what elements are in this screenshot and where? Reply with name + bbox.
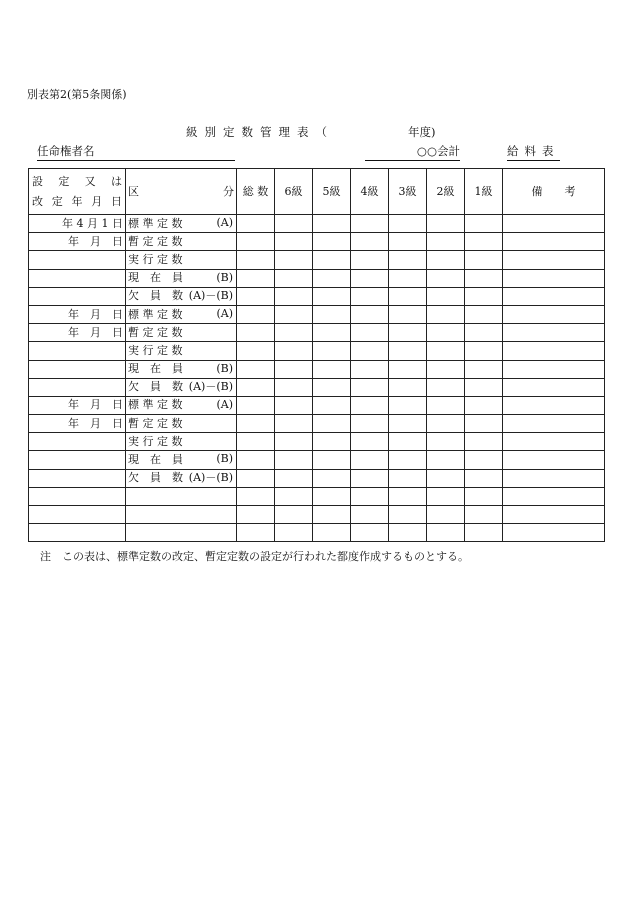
- cell-total[interactable]: [237, 378, 275, 396]
- account-label: ○○会計: [365, 143, 460, 161]
- cell-remarks[interactable]: [503, 324, 605, 342]
- table-row: [29, 506, 605, 524]
- cell-grade-5[interactable]: [313, 451, 351, 469]
- cell-grade-4[interactable]: [351, 415, 389, 433]
- cell-grade-1[interactable]: [465, 215, 503, 233]
- row-category-label: 欠 員 数: [128, 289, 183, 303]
- row-category-label: 実 行 定 数: [128, 434, 183, 448]
- cell-grade-3[interactable]: [389, 269, 427, 287]
- cell-grade-6[interactable]: [275, 324, 313, 342]
- cell-grade-3[interactable]: [389, 324, 427, 342]
- row-category-mark: (B): [216, 270, 233, 284]
- cell-grade-6[interactable]: [275, 215, 313, 233]
- cell-grade-5[interactable]: [313, 415, 351, 433]
- cell-grade-6[interactable]: [275, 524, 313, 542]
- table-row: [29, 324, 605, 342]
- header-grade-3: 3級: [389, 169, 427, 215]
- cell-grade-6[interactable]: [275, 342, 313, 360]
- cell-total[interactable]: [237, 506, 275, 524]
- cell-remarks[interactable]: [503, 506, 605, 524]
- cell-grade-3[interactable]: [389, 415, 427, 433]
- cell-grade-3[interactable]: [389, 215, 427, 233]
- cell-grade-6[interactable]: [275, 487, 313, 505]
- header-grade-4: 4級: [351, 169, 389, 215]
- cell-remarks[interactable]: [503, 233, 605, 251]
- cell-grade-2[interactable]: [427, 342, 465, 360]
- cell-grade-1[interactable]: [465, 469, 503, 487]
- cell-grade-6[interactable]: [275, 233, 313, 251]
- cell-remarks[interactable]: [503, 251, 605, 269]
- header-date-line2: 改定年月日: [32, 194, 122, 208]
- cell-remarks[interactable]: [503, 360, 605, 378]
- table-row: [29, 287, 605, 305]
- table-row: [29, 433, 605, 451]
- row-date: [29, 433, 126, 451]
- cell-grade-6[interactable]: [275, 305, 313, 323]
- row-category: [126, 378, 237, 396]
- cell-grade-4[interactable]: [351, 305, 389, 323]
- cell-remarks[interactable]: [503, 487, 605, 505]
- cell-grade-3[interactable]: [389, 451, 427, 469]
- cell-grade-5[interactable]: [313, 524, 351, 542]
- table-body: [29, 215, 605, 542]
- cell-grade-6[interactable]: [275, 360, 313, 378]
- cell-remarks[interactable]: [503, 269, 605, 287]
- cell-remarks[interactable]: [503, 215, 605, 233]
- grade-quota-table: [28, 168, 605, 542]
- cell-total[interactable]: [237, 233, 275, 251]
- row-date: 年 月 日: [29, 396, 126, 414]
- cell-grade-4[interactable]: [351, 251, 389, 269]
- row-date: [29, 287, 126, 305]
- cell-grade-1[interactable]: [465, 506, 503, 524]
- table-row: [29, 415, 605, 433]
- cell-grade-5[interactable]: [313, 360, 351, 378]
- cell-total[interactable]: [237, 415, 275, 433]
- row-category: [126, 251, 237, 269]
- row-date: 年 月 日: [29, 415, 126, 433]
- cell-total[interactable]: [237, 269, 275, 287]
- cell-grade-4[interactable]: [351, 451, 389, 469]
- cell-grade-1[interactable]: [465, 269, 503, 287]
- cell-grade-2[interactable]: [427, 524, 465, 542]
- cell-grade-5[interactable]: [313, 342, 351, 360]
- cell-remarks[interactable]: [503, 524, 605, 542]
- cell-total[interactable]: [237, 342, 275, 360]
- cell-grade-3[interactable]: [389, 251, 427, 269]
- cell-grade-4[interactable]: [351, 506, 389, 524]
- row-category-mark: (B): [216, 452, 233, 466]
- table-row: [29, 378, 605, 396]
- cell-total[interactable]: [237, 251, 275, 269]
- row-category-label: 現 在 員: [128, 271, 183, 285]
- cell-grade-1[interactable]: [465, 451, 503, 469]
- cell-grade-1[interactable]: [465, 360, 503, 378]
- row-category-mark: (A)－(B): [188, 288, 233, 302]
- cell-grade-4[interactable]: [351, 524, 389, 542]
- row-category: [126, 396, 237, 414]
- table-row: [29, 215, 605, 233]
- cell-grade-4[interactable]: [351, 433, 389, 451]
- cell-grade-3[interactable]: [389, 360, 427, 378]
- cell-grade-2[interactable]: [427, 451, 465, 469]
- cell-grade-6[interactable]: [275, 415, 313, 433]
- cell-grade-6[interactable]: [275, 433, 313, 451]
- row-category-label: 暫 定 定 数: [128, 234, 183, 248]
- row-category-label: 実 行 定 数: [128, 343, 183, 357]
- header-total: 総 数: [237, 169, 275, 215]
- cell-grade-4[interactable]: [351, 396, 389, 414]
- cell-grade-5[interactable]: [313, 233, 351, 251]
- row-category: [126, 433, 237, 451]
- row-date: [29, 487, 126, 505]
- cell-grade-6[interactable]: [275, 506, 313, 524]
- header-date: [29, 169, 126, 215]
- table-row: [29, 487, 605, 505]
- cell-grade-2[interactable]: [427, 215, 465, 233]
- cell-remarks[interactable]: [503, 305, 605, 323]
- table-row: [29, 451, 605, 469]
- cell-grade-6[interactable]: [275, 451, 313, 469]
- header-remarks: 備 考: [503, 169, 605, 215]
- cell-total[interactable]: [237, 287, 275, 305]
- cell-grade-2[interactable]: [427, 251, 465, 269]
- row-category: [126, 524, 237, 542]
- cell-grade-5[interactable]: [313, 487, 351, 505]
- cell-grade-3[interactable]: [389, 506, 427, 524]
- cell-grade-4[interactable]: [351, 287, 389, 305]
- cell-remarks[interactable]: [503, 451, 605, 469]
- header-grade-1: 1級: [465, 169, 503, 215]
- cell-grade-1[interactable]: [465, 433, 503, 451]
- cell-total[interactable]: [237, 215, 275, 233]
- fiscal-year-label: 年度): [408, 125, 436, 139]
- document-title: 級別定数管理表（: [186, 125, 334, 139]
- header-category-right: 分: [223, 184, 234, 198]
- row-category: [126, 233, 237, 251]
- cell-grade-2[interactable]: [427, 396, 465, 414]
- cell-grade-6[interactable]: [275, 287, 313, 305]
- row-category-label: 標 準 定 数: [128, 307, 183, 321]
- row-category: [126, 342, 237, 360]
- row-category-label: 標 準 定 数: [128, 398, 183, 412]
- row-category: [126, 506, 237, 524]
- row-category-mark: (A): [216, 216, 233, 229]
- cell-grade-6[interactable]: [275, 396, 313, 414]
- cell-grade-2[interactable]: [427, 324, 465, 342]
- cell-grade-3[interactable]: [389, 433, 427, 451]
- row-category-label: 現 在 員: [128, 453, 183, 467]
- table-row: [29, 360, 605, 378]
- cell-grade-5[interactable]: [313, 215, 351, 233]
- cell-grade-4[interactable]: [351, 233, 389, 251]
- cell-remarks[interactable]: [503, 415, 605, 433]
- row-category: [126, 451, 237, 469]
- cell-grade-4[interactable]: [351, 487, 389, 505]
- cell-remarks[interactable]: [503, 396, 605, 414]
- cell-grade-5[interactable]: [313, 378, 351, 396]
- table-row: [29, 269, 605, 287]
- row-date: [29, 251, 126, 269]
- row-category: [126, 360, 237, 378]
- cell-grade-1[interactable]: [465, 524, 503, 542]
- cell-grade-1[interactable]: [465, 378, 503, 396]
- cell-grade-2[interactable]: [427, 433, 465, 451]
- cell-grade-3[interactable]: [389, 378, 427, 396]
- row-category-mark: (A)－(B): [188, 379, 233, 393]
- cell-grade-2[interactable]: [427, 305, 465, 323]
- row-category: [126, 215, 237, 233]
- cell-grade-3[interactable]: [389, 524, 427, 542]
- cell-grade-2[interactable]: [427, 415, 465, 433]
- cell-total[interactable]: [237, 469, 275, 487]
- cell-grade-5[interactable]: [313, 324, 351, 342]
- cell-grade-3[interactable]: [389, 396, 427, 414]
- cell-grade-1[interactable]: [465, 396, 503, 414]
- row-date: [29, 269, 126, 287]
- cell-grade-6[interactable]: [275, 378, 313, 396]
- table-header-row: [29, 169, 605, 215]
- cell-grade-1[interactable]: [465, 305, 503, 323]
- row-category-label: 暫 定 定 数: [128, 416, 183, 430]
- header-grade-2: 2級: [427, 169, 465, 215]
- cell-grade-2[interactable]: [427, 233, 465, 251]
- cell-grade-3[interactable]: [389, 487, 427, 505]
- cell-grade-2[interactable]: [427, 469, 465, 487]
- cell-remarks[interactable]: [503, 287, 605, 305]
- header-category-left: 区: [128, 184, 139, 198]
- row-date: 年 4 月 1 日: [29, 215, 126, 233]
- cell-grade-5[interactable]: [313, 506, 351, 524]
- row-category-label: 暫 定 定 数: [128, 325, 183, 339]
- table-row: [29, 251, 605, 269]
- cell-grade-4[interactable]: [351, 342, 389, 360]
- cell-grade-3[interactable]: [389, 305, 427, 323]
- header-category: [126, 169, 237, 215]
- cell-grade-2[interactable]: [427, 360, 465, 378]
- cell-remarks[interactable]: [503, 433, 605, 451]
- table-row: [29, 469, 605, 487]
- header-date-line1: 設定又は: [32, 174, 122, 188]
- cell-total[interactable]: [237, 524, 275, 542]
- cell-grade-5[interactable]: [313, 251, 351, 269]
- cell-grade-5[interactable]: [313, 433, 351, 451]
- cell-grade-4[interactable]: [351, 324, 389, 342]
- cell-grade-3[interactable]: [389, 233, 427, 251]
- footnote: 注 この表は、標準定数の改定、暫定定数の設定が行われた都度作成するものとする。: [40, 550, 469, 563]
- row-category-label: 欠 員 数: [128, 471, 183, 485]
- cell-remarks[interactable]: [503, 378, 605, 396]
- cell-total[interactable]: [237, 451, 275, 469]
- cell-total[interactable]: [237, 433, 275, 451]
- cell-total[interactable]: [237, 487, 275, 505]
- row-category-mark: (A): [216, 306, 233, 320]
- row-category-mark: (A): [216, 397, 233, 411]
- cell-grade-5[interactable]: [313, 269, 351, 287]
- row-category-label: 実 行 定 数: [128, 252, 183, 266]
- header-grade-6: 6級: [275, 169, 313, 215]
- table-row: [29, 233, 605, 251]
- row-category-label: 欠 員 数: [128, 380, 183, 394]
- row-date: 年 月 日: [29, 324, 126, 342]
- row-date: [29, 451, 126, 469]
- row-category-mark: (B): [216, 361, 233, 375]
- cell-grade-4[interactable]: [351, 378, 389, 396]
- header-grade-5: 5級: [313, 169, 351, 215]
- cell-grade-5[interactable]: [313, 305, 351, 323]
- table-row: [29, 305, 605, 323]
- cell-grade-4[interactable]: [351, 269, 389, 287]
- row-category: [126, 415, 237, 433]
- row-category-mark: (A)－(B): [188, 470, 233, 484]
- row-category-label: 標 準 定 数: [128, 216, 183, 230]
- appointer-name-label: 任命権者名: [37, 143, 235, 161]
- cell-grade-5[interactable]: [313, 469, 351, 487]
- cell-grade-1[interactable]: [465, 287, 503, 305]
- cell-grade-2[interactable]: [427, 506, 465, 524]
- row-date: [29, 469, 126, 487]
- cell-grade-3[interactable]: [389, 469, 427, 487]
- cell-grade-6[interactable]: [275, 269, 313, 287]
- cell-grade-3[interactable]: [389, 342, 427, 360]
- table-row: [29, 524, 605, 542]
- cell-grade-2[interactable]: [427, 487, 465, 505]
- row-category-label: 現 在 員: [128, 362, 183, 376]
- row-date: [29, 342, 126, 360]
- row-date: 年 月 日: [29, 305, 126, 323]
- table-row: [29, 396, 605, 414]
- row-category: [126, 269, 237, 287]
- cell-grade-3[interactable]: [389, 287, 427, 305]
- cell-total[interactable]: [237, 360, 275, 378]
- cell-grade-6[interactable]: [275, 251, 313, 269]
- row-category: [126, 469, 237, 487]
- cell-grade-1[interactable]: [465, 324, 503, 342]
- row-category: [126, 324, 237, 342]
- row-date: [29, 506, 126, 524]
- cell-grade-1[interactable]: [465, 342, 503, 360]
- cell-grade-4[interactable]: [351, 469, 389, 487]
- row-date: [29, 524, 126, 542]
- salary-table-label: 給料表: [507, 143, 560, 161]
- cell-grade-6[interactable]: [275, 469, 313, 487]
- cell-grade-5[interactable]: [313, 287, 351, 305]
- row-date: 年 月 日: [29, 233, 126, 251]
- cell-grade-2[interactable]: [427, 287, 465, 305]
- cell-grade-5[interactable]: [313, 396, 351, 414]
- cell-grade-4[interactable]: [351, 215, 389, 233]
- cell-total[interactable]: [237, 396, 275, 414]
- row-category: [126, 487, 237, 505]
- cell-grade-1[interactable]: [465, 233, 503, 251]
- row-category: [126, 305, 237, 323]
- row-category: [126, 287, 237, 305]
- cell-grade-1[interactable]: [465, 415, 503, 433]
- cell-grade-4[interactable]: [351, 360, 389, 378]
- cell-grade-1[interactable]: [465, 251, 503, 269]
- cell-grade-1[interactable]: [465, 487, 503, 505]
- table-row: [29, 342, 605, 360]
- cell-remarks[interactable]: [503, 342, 605, 360]
- document-caption: 別表第2(第5条関係): [27, 88, 127, 101]
- row-date: [29, 360, 126, 378]
- cell-total[interactable]: [237, 324, 275, 342]
- row-date: [29, 378, 126, 396]
- cell-remarks[interactable]: [503, 469, 605, 487]
- cell-grade-2[interactable]: [427, 378, 465, 396]
- cell-grade-2[interactable]: [427, 269, 465, 287]
- cell-total[interactable]: [237, 305, 275, 323]
